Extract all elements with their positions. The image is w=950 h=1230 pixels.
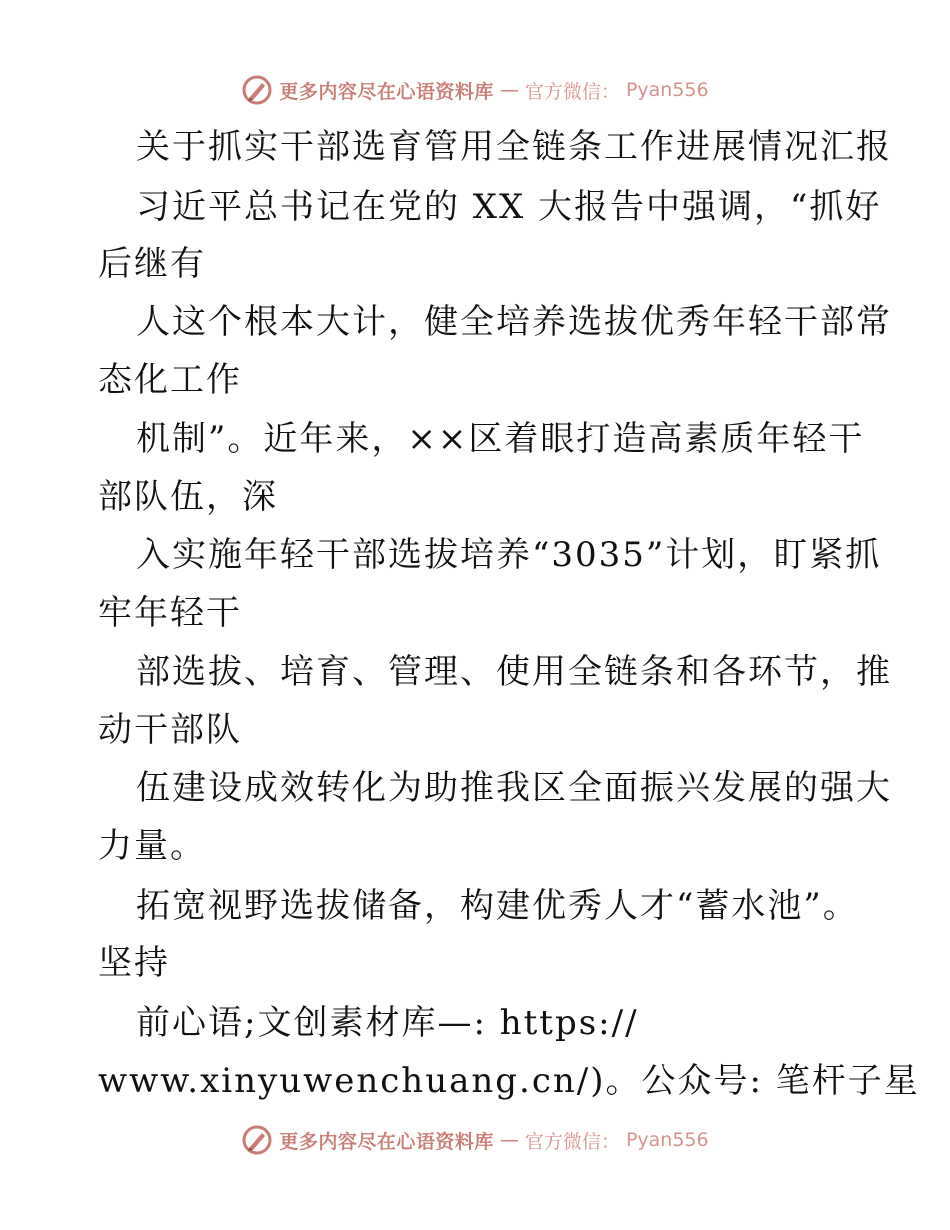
document-title: 关于抓实干部选育管用全链条工作进展情况汇报 bbox=[136, 127, 892, 167]
paragraph-line: 坚持 bbox=[98, 943, 170, 983]
watermark-subtitle: 官方微信： bbox=[524, 80, 620, 103]
watermark-subtitle: 官方微信： bbox=[524, 1130, 620, 1153]
watermark-dash: — bbox=[499, 1129, 519, 1151]
watermark-wechat-id: Pyan556 bbox=[625, 1129, 709, 1151]
paragraph-line: 后继有 bbox=[98, 244, 206, 284]
paragraph-line: 态化工作 bbox=[98, 360, 242, 400]
source-url-line: www.xinyuwenchuang.cn/)。公众号: 笔杆子星 bbox=[98, 1061, 920, 1101]
paragraph-line: 习近平总书记在党的 XX 大报告中强调，“抓好 bbox=[136, 187, 882, 227]
paragraph-line: 牢年轻干 bbox=[98, 593, 242, 633]
source-line: 前心语;文创素材库—: https:// bbox=[136, 1003, 639, 1043]
paragraph-line: 部选拔、培育、管理、使用全链条和各环节，推 bbox=[136, 652, 892, 692]
paragraph-line: 部队伍，深 bbox=[98, 477, 278, 517]
paragraph-line: 动干部队 bbox=[98, 710, 242, 750]
paragraph-line: 拓宽视野选拔储备，构建优秀人才“蓄水池”。 bbox=[136, 886, 859, 926]
watermark-dash: — bbox=[499, 79, 519, 101]
watermark-text: 更多内容尽在心语资料库 bbox=[279, 80, 494, 103]
watermark-text: 更多内容尽在心语资料库 bbox=[279, 1130, 494, 1153]
paragraph-line: 机制”。近年来，××区着眼打造高素质年轻干 bbox=[136, 419, 865, 459]
paragraph-line: 入实施年轻干部选拔培养“3035”计划，盯紧抓 bbox=[136, 535, 882, 575]
paragraph-line: 伍建设成效转化为助推我区全面振兴发展的强大 bbox=[136, 768, 892, 808]
watermark-wechat-id: Pyan556 bbox=[625, 79, 709, 101]
paragraph-line: 人这个根本大计，健全培养选拔优秀年轻干部常 bbox=[136, 302, 892, 342]
paragraph-line: 力量。 bbox=[98, 826, 206, 866]
pen-logo-icon bbox=[241, 1124, 273, 1156]
footer-watermark bbox=[0, 1120, 950, 1160]
